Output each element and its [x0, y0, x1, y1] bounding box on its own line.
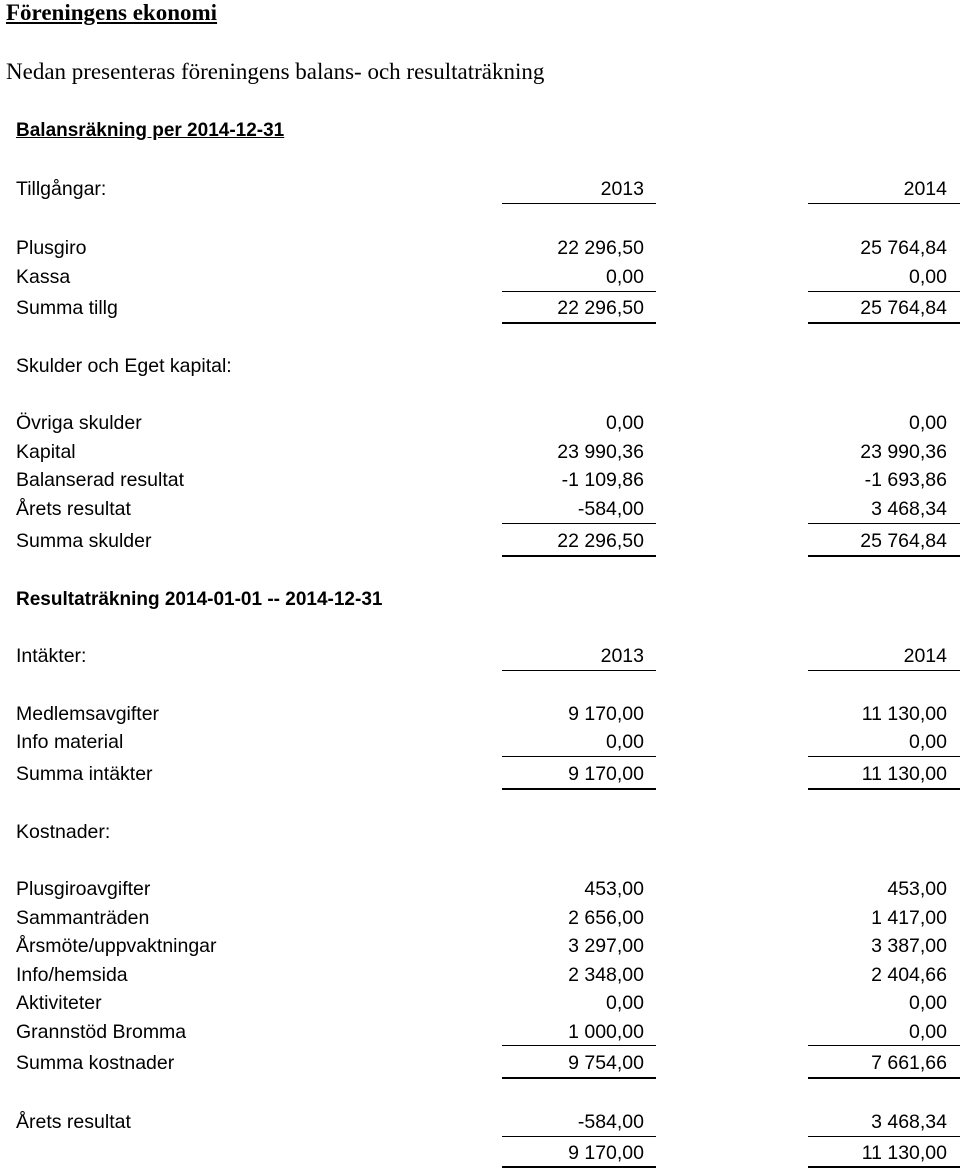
table-row	[0, 731, 960, 757]
check-total-row	[0, 1142, 960, 1168]
total-underline-2014	[808, 1166, 960, 1168]
total-row	[0, 297, 960, 323]
subtotal-line-2013	[502, 1045, 656, 1046]
value-2014: 3 468,34	[871, 498, 947, 520]
total-underline-2014	[808, 1077, 960, 1079]
intro-text: Nedan presenteras föreningens balans- och resultaträkning	[6, 59, 545, 84]
subtotal-line-2014	[808, 523, 960, 524]
value-2013: 3 297,00	[568, 935, 644, 957]
subtotal-line-2014	[808, 756, 960, 757]
costs-header-label: Kostnader:	[16, 821, 111, 843]
table-row	[0, 964, 960, 990]
value-2013: 2 348,00	[568, 964, 644, 986]
value-2014: 0,00	[909, 992, 947, 1014]
value-2013: 2 656,00	[568, 907, 644, 929]
row-label: Balanserad resultat	[16, 469, 185, 491]
value-2014: 7 661,66	[871, 1052, 947, 1074]
value-2013: -584,00	[577, 498, 644, 520]
table-row	[0, 237, 960, 263]
value-2013: -584,00	[577, 1111, 644, 1133]
value-2013: 0,00	[606, 266, 644, 288]
value-2013: -1 109,86	[561, 469, 644, 491]
value-2014: 25 764,84	[860, 237, 947, 259]
table-row	[0, 878, 960, 904]
balance-sheet-heading: Balansräkning per 2014-12-31	[16, 120, 285, 141]
value-2014: 25 764,84	[860, 530, 947, 552]
value-2013: 0,00	[606, 412, 644, 434]
value-2013: 9 170,00	[568, 1142, 644, 1164]
year-2014-header: 2014	[903, 178, 947, 200]
value-2014: 23 990,36	[860, 441, 947, 463]
value-2013: 22 296,50	[557, 297, 644, 319]
value-2014: 25 764,84	[860, 297, 947, 319]
assets-header-row	[0, 178, 960, 204]
table-row	[0, 907, 960, 933]
table-row	[0, 1021, 960, 1047]
header-underline-2014	[808, 670, 960, 671]
row-label: Summa tillg	[16, 297, 118, 319]
subtotal-line-2014	[808, 291, 960, 292]
total-underline-2014	[808, 555, 960, 557]
table-row	[0, 469, 960, 495]
row-label: Plusgiroavgifter	[16, 878, 151, 900]
value-2014: 3 387,00	[871, 935, 947, 957]
table-row	[0, 498, 960, 524]
table-row	[0, 703, 960, 729]
row-label: Sammanträden	[16, 907, 150, 929]
row-label: Kassa	[16, 266, 71, 288]
row-label: Summa skulder	[16, 530, 152, 552]
assets-header-label: Tillgångar:	[16, 178, 107, 200]
year-2013-header: 2013	[600, 178, 644, 200]
row-label: Grannstöd Bromma	[16, 1021, 187, 1043]
year-2014-header: 2014	[903, 645, 947, 667]
value-2013: 9 754,00	[568, 1052, 644, 1074]
value-2013: 9 170,00	[568, 703, 644, 725]
row-label: Årsmöte/uppvaktningar	[16, 935, 217, 957]
result-row	[0, 1111, 960, 1137]
year-2013-header: 2013	[600, 645, 644, 667]
table-row	[0, 441, 960, 467]
table-row	[0, 935, 960, 961]
total-underline-2013	[502, 555, 656, 557]
header-underline-2014	[808, 203, 960, 204]
income-header-label: Intäkter:	[16, 645, 87, 667]
total-underline-2013	[502, 322, 656, 324]
value-2013: 453,00	[584, 878, 644, 900]
income-header-row	[0, 645, 960, 671]
subtotal-line-2013	[502, 1136, 656, 1137]
total-underline-2014	[808, 322, 960, 324]
value-2013: 22 296,50	[557, 530, 644, 552]
value-2014: 1 417,00	[871, 907, 947, 929]
total-row	[0, 1052, 960, 1078]
row-label: Info material	[16, 731, 124, 753]
total-underline-2013	[502, 788, 656, 790]
liabilities-header-label: Skulder och Eget kapital:	[16, 355, 232, 377]
subtotal-line-2013	[502, 523, 656, 524]
header-underline-2013	[502, 670, 656, 671]
value-2014: 3 468,34	[871, 1111, 947, 1133]
row-label: Summa kostnader	[16, 1052, 175, 1074]
value-2014: 2 404,66	[871, 964, 947, 986]
total-underline-2013	[502, 1077, 656, 1079]
value-2013: 1 000,00	[568, 1021, 644, 1043]
subtotal-line-2013	[502, 756, 656, 757]
income-statement-heading: Resultaträkning 2014-01-01 -- 2014-12-31	[16, 589, 383, 610]
table-row	[0, 266, 960, 292]
value-2013: 9 170,00	[568, 763, 644, 785]
value-2013: 22 296,50	[557, 237, 644, 259]
total-row	[0, 530, 960, 556]
liabilities-header-row	[0, 355, 960, 381]
value-2014: 11 130,00	[861, 1142, 947, 1164]
row-label: Övriga skulder	[16, 412, 142, 434]
total-underline-2013	[502, 1166, 656, 1168]
table-row	[0, 412, 960, 438]
value-2014: -1 693,86	[864, 469, 947, 491]
value-2014: 11 130,00	[861, 703, 947, 725]
value-2014: 0,00	[909, 1021, 947, 1043]
subtotal-line-2014	[808, 1136, 960, 1137]
subtotal-line-2014	[808, 1045, 960, 1046]
value-2013: 0,00	[606, 731, 644, 753]
value-2013: 23 990,36	[557, 441, 644, 463]
row-label: Årets resultat	[16, 498, 131, 520]
row-label: Plusgiro	[16, 237, 87, 259]
value-2014: 453,00	[887, 878, 947, 900]
value-2014: 0,00	[909, 412, 947, 434]
row-label: Årets resultat	[16, 1111, 131, 1133]
row-label: Medlemsavgifter	[16, 703, 160, 725]
row-label: Aktiviteter	[16, 992, 102, 1014]
costs-header-row	[0, 821, 960, 847]
row-label: Kapital	[16, 441, 76, 463]
table-row	[0, 992, 960, 1018]
header-underline-2013	[502, 203, 656, 204]
subtotal-line-2013	[502, 291, 656, 292]
total-underline-2014	[808, 788, 960, 790]
row-label: Info/hemsida	[16, 964, 128, 986]
total-row	[0, 763, 960, 789]
value-2014: 0,00	[909, 266, 947, 288]
document-title: Föreningens ekonomi	[6, 0, 218, 25]
value-2013: 0,00	[606, 992, 644, 1014]
value-2014: 11 130,00	[861, 763, 947, 785]
row-label: Summa intäkter	[16, 763, 153, 785]
value-2014: 0,00	[909, 731, 947, 753]
